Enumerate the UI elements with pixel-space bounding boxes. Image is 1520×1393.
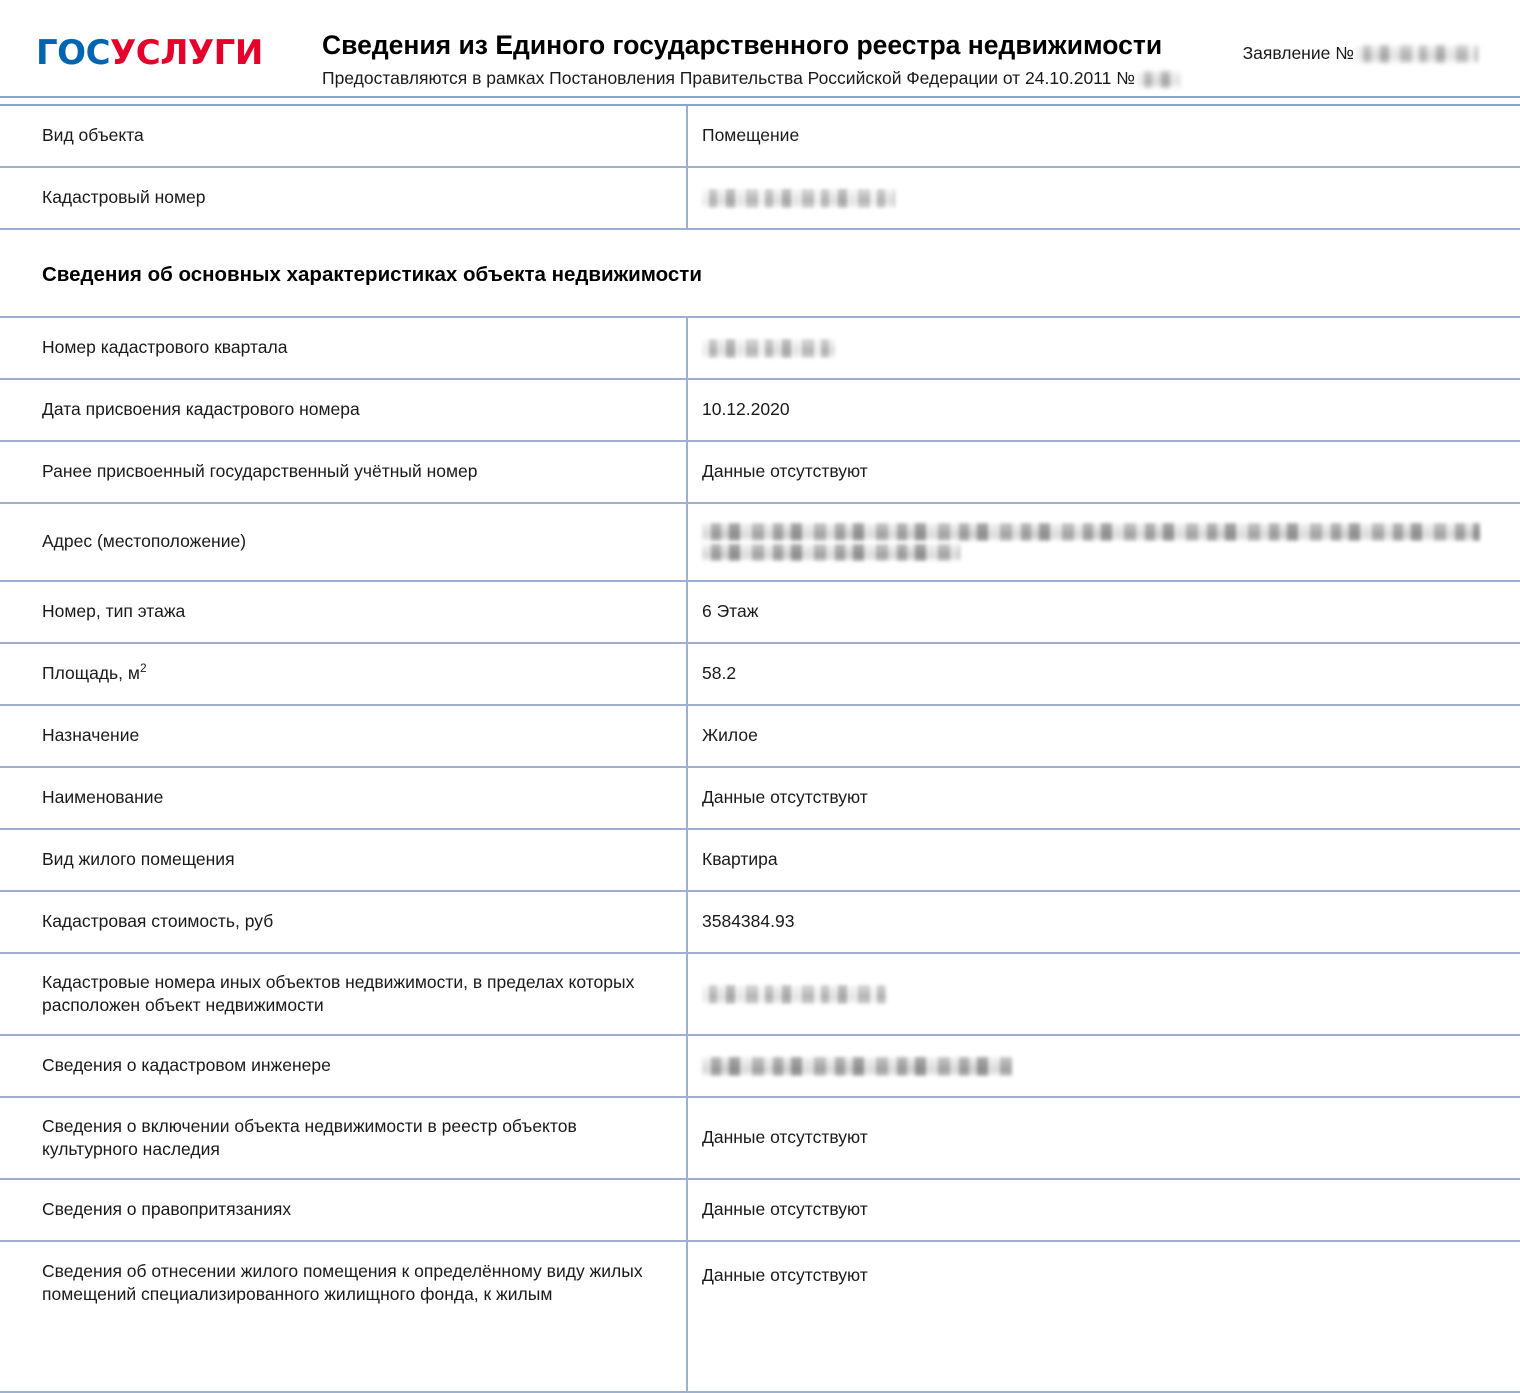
- row-label: Кадастровые номера иных объектов недвижимости, в пределах которых расположен объект недвижимости: [0, 953, 687, 1035]
- table-row: [0, 581, 1520, 643]
- row-value: Данные отсутствуют: [687, 441, 1520, 503]
- row-value-redacted: [687, 503, 1520, 581]
- section-heading: Сведения об основных характеристиках объекта недвижимости: [42, 262, 702, 286]
- table-row: [0, 167, 1520, 229]
- row-label: Вид объекта: [0, 105, 687, 167]
- row-label: Вид жилого помещения: [0, 829, 687, 891]
- row-value-redacted: [687, 953, 1520, 1035]
- row-value: Данные отсутствуют: [687, 1241, 1520, 1392]
- row-value: Жилое: [687, 705, 1520, 767]
- row-value: Помещение: [687, 105, 1520, 167]
- row-value: 3584384.93: [687, 891, 1520, 953]
- logo-segment-red: УСЛУГИ: [110, 33, 263, 73]
- row-label: Ранее присвоенный государственный учётный номер: [0, 441, 687, 503]
- superscript-two: 2: [139, 661, 147, 676]
- document-header: [0, 0, 1520, 104]
- subtitle-text: Предоставляются в рамках Постановления Правительства Российской Федерации от 24.10.2011 №: [322, 68, 1135, 89]
- row-value: Квартира: [687, 829, 1520, 891]
- table-row: [0, 643, 1520, 705]
- table-row: [0, 317, 1520, 379]
- table-row: [0, 829, 1520, 891]
- section-heading-row: [0, 229, 1520, 317]
- row-label-area: Площадь, $м^2$: [0, 643, 687, 705]
- row-value-redacted: [687, 167, 1520, 229]
- row-label: Номер, тип этажа: [0, 581, 687, 643]
- row-value: Данные отсутствуют: [687, 767, 1520, 829]
- row-label: Сведения об отнесении жилого помещения к определённому виду жилых помещений специализированного жилищного фонда, к жилым: [0, 1241, 687, 1392]
- row-label: Сведения о правопритязаниях: [0, 1179, 687, 1241]
- redacted-value-line-1: [702, 523, 1480, 541]
- table-row: [0, 705, 1520, 767]
- table-row: [0, 953, 1520, 1035]
- table-row: [0, 503, 1520, 581]
- row-label: Кадастровая стоимость, руб: [0, 891, 687, 953]
- redacted-value-line-2: [702, 544, 960, 561]
- application-number-label: Заявление №: [1242, 43, 1354, 63]
- page-title: Сведения из Единого государственного реестра недвижимости: [322, 30, 1163, 60]
- row-value: Данные отсутствуют: [687, 1097, 1520, 1179]
- row-label: Сведения о включении объекта недвижимости в реестр объектов культурного наследия: [0, 1097, 687, 1179]
- table-row: [0, 1097, 1520, 1179]
- redacted-value: [702, 339, 835, 358]
- row-value-redacted: [687, 317, 1520, 379]
- redacted-value: [702, 1057, 1012, 1076]
- row-value: 58.2: [687, 643, 1520, 705]
- section-heading-cell: [0, 229, 1520, 317]
- row-value-redacted: [687, 1035, 1520, 1097]
- property-details-table: [0, 104, 1520, 1393]
- row-value: 6 Этаж: [687, 581, 1520, 643]
- row-label: Наименование: [0, 767, 687, 829]
- application-number: [1243, 43, 1478, 64]
- document-subtitle: [322, 68, 1222, 89]
- table-row: [0, 1035, 1520, 1097]
- header-divider-line-bottom: [0, 104, 1520, 106]
- row-label: Адрес (местоположение): [0, 503, 687, 581]
- row-value: Данные отсутствуют: [687, 1179, 1520, 1241]
- row-label: Назначение: [0, 705, 687, 767]
- table-row: [0, 1241, 1520, 1392]
- table-row: [0, 105, 1520, 167]
- table-row: [0, 767, 1520, 829]
- header-divider-line-top: [0, 96, 1520, 98]
- row-label: Дата присвоения кадастрового номера: [0, 379, 687, 441]
- row-label: Сведения о кадастровом инженере: [0, 1035, 687, 1097]
- row-label: Номер кадастрового квартала: [0, 317, 687, 379]
- row-value: 10.12.2020: [687, 379, 1520, 441]
- table-row: [0, 441, 1520, 503]
- redacted-value: [702, 189, 895, 208]
- application-number-redacted-value: [1356, 45, 1478, 63]
- table-row: [0, 891, 1520, 953]
- header-divider: [0, 96, 1520, 106]
- table-row: [0, 1179, 1520, 1241]
- logo-segment-blue: ГОС: [36, 33, 111, 73]
- header-title-block: [322, 30, 1222, 89]
- redacted-value: [702, 985, 887, 1004]
- gosuslugi-logo: [36, 33, 263, 73]
- row-label: Кадастровый номер: [0, 167, 687, 229]
- subtitle-redacted-value: [1137, 71, 1181, 88]
- table-row: [0, 379, 1520, 441]
